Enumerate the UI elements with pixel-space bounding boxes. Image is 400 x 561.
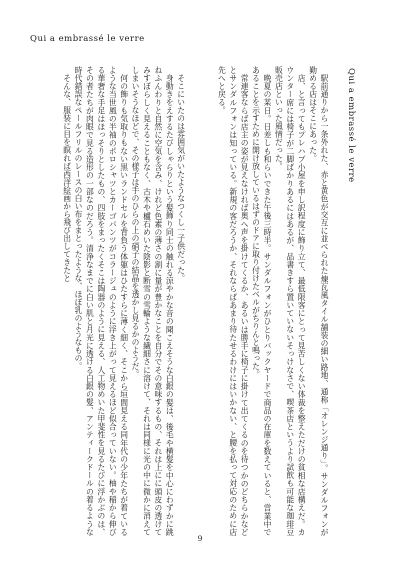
- left-text-column: [44, 66, 187, 536]
- running-head: Qui a embrassé le verre: [30, 34, 145, 44]
- right-text-column: [199, 66, 330, 536]
- paragraph: 何の飾りも気取りもない黒いランドセルを背負う体躯はひたすらに薄く細く、そこから垣間見える同年代の少年たちが着ているような当世風の半袖のポロシャツとカーゴパンツがコラージュのように浮き上がって見えるほど似合っていない。柚や稲から伸びる華奢な手足はほっそりとしたもの、四肢をまったくそこは陶器のように見える、人工物めいた甲斐性を見るたびに浮かぶのは、その者たちが肉眼で見る造形の一部なのだろう。清浄なまでに白い肌と月光に透ける白銀の髪、アンティークドールの着るような時代錯誤なペールフリルのレースの白い布をまとったような、ほぼ乳のようなもの。: [74, 66, 129, 536]
- chapter-title: Qui a embrassé le verre: [346, 68, 356, 183]
- paragraph: そんな、服装に目を瞑れば西洋絵画から飛び出してきたと: [62, 73, 72, 282]
- paragraph: 身動きをえするたびしゃらりという髪飾り同士の触れる涼やかな音の聞こえそうな白銀の髪は、後毛や横髪を中心にわずかに跳ねふんわりと自然に空気を含み、けれど色素の薄さの割に量が豊かなことを自分でその意味するもの、それは上にに頭皮の透けてみすぼらしく見えることもなく、古木や櫨石めいた陰影と断雪の雪輪ような繊細さに溶けて、それは同様に光の中に微かに消えてしまいそうなほどで、その様子は手のひらの上の硝子の結晶を透かし見るかのようだ。: [131, 66, 175, 536]
- page-text-body: [44, 66, 356, 536]
- page-number: 9: [197, 534, 203, 543]
- paragraph: 常連客ならば店主の姿が見えなければ奥へ声を掛けてくるか、あるいは勝手に椅子に掛けて出てくるのを待つかのどちらかなどとサンダルフォンは知っている。新規の客だろうか、それならばあまり待たせるわけにはいかない、と腰を払って対応のために店先へと戻る。: [217, 66, 250, 536]
- paragraph: 晩夏の某日。日差しも和らいできた午後三時半。サンダルフォンがひとりバックヤードで商品の在庫を数えていると、営業中であることを示すために開け放しているはずのドアに取り付けたベルがちりんと鳴った。: [251, 66, 272, 536]
- paragraph: そこにいたのは雰囲気がいたようなつくし一子供だった。: [176, 73, 186, 282]
- paragraph: 店、と言ってもプレハブ小屋を申し訳程度に飾り立て、最低限客にとって見苦しくない体裁を整えただけの貧相な店構えだ。カウンター席には椅子が二脚ばかりあるにはあるが、品書きすら置いていないそっけなさで、喫茶店というより試飲も可能な珈琲豆販売店といった風情だった。: [274, 66, 307, 536]
- paragraph: 駅前通りから一条外れた、赤と黄色が交互に並べられた煉瓦風タイル舗装の細い路地、通称「オレンジ通り」。サンダルフォンが勤める店はそこにあった。: [308, 66, 329, 536]
